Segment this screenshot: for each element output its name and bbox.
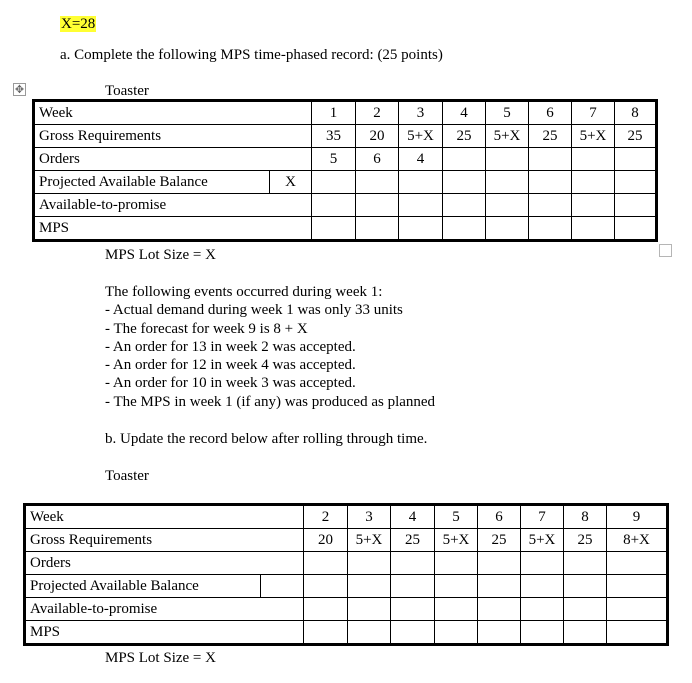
row-label-week: Week [25,505,304,529]
week-cell: 2 [304,505,348,529]
week-cell: 6 [529,101,572,125]
part-a-lot-size: MPS Lot Size = X [105,247,216,263]
orders-cell[interactable] [486,148,529,171]
mps-cell[interactable] [478,621,521,645]
week-cell: 7 [572,101,615,125]
atp-cell[interactable] [529,194,572,217]
table-resize-handle-icon[interactable] [659,244,672,257]
part-a-item-name: Toaster [105,83,149,99]
pab-cell[interactable] [478,575,521,598]
initial-pab-cell: X [270,171,312,194]
mps-cell[interactable] [312,217,356,241]
table-b-mps-row [25,621,668,645]
gross-cell: 25 [615,125,657,148]
atp-cell[interactable] [615,194,657,217]
week-cell: 4 [391,505,435,529]
pab-cell[interactable] [607,575,668,598]
gross-cell: 5+X [348,529,391,552]
table-b-gross-row [25,529,668,552]
mps-cell[interactable] [391,621,435,645]
week-cell: 6 [478,505,521,529]
week-cell: 5 [486,101,529,125]
atp-cell[interactable] [443,194,486,217]
mps-cell[interactable] [521,621,564,645]
row-label-week: Week [34,101,312,125]
gross-cell: 20 [356,125,399,148]
event-item: - Actual demand during week 1 was only 33 units [105,302,403,319]
week-cell: 3 [348,505,391,529]
mps-cell[interactable] [348,621,391,645]
atp-cell[interactable] [399,194,443,217]
atp-cell[interactable] [478,598,521,621]
orders-cell[interactable] [391,552,435,575]
atp-cell[interactable] [312,194,356,217]
atp-cell[interactable] [521,598,564,621]
table-b-orders-row [25,552,668,575]
gross-cell: 25 [391,529,435,552]
events-intro: The following events occurred during week 1: [105,284,383,300]
mps-cell[interactable] [572,217,615,241]
orders-cell[interactable] [564,552,607,575]
week-cell: 4 [443,101,486,125]
gross-cell: 25 [478,529,521,552]
orders-cell[interactable] [572,148,615,171]
gross-cell: 5+X [486,125,529,148]
part-b-instruction: b. Update the record below after rolling through time. [105,431,428,447]
events-list [105,283,435,411]
orders-cell[interactable] [529,148,572,171]
row-label-gross-requirements: Gross Requirements [34,125,312,148]
orders-cell[interactable] [615,148,657,171]
atp-cell[interactable] [607,598,668,621]
mps-cell[interactable] [615,217,657,241]
pab-cell[interactable] [521,575,564,598]
pab-cell[interactable] [572,171,615,194]
row-label-orders: Orders [34,148,312,171]
atp-cell[interactable] [391,598,435,621]
row-label-projected-available-balance: Projected Available Balance [34,171,270,194]
gross-cell: 5+X [521,529,564,552]
week-cell: 1 [312,101,356,125]
pab-cell[interactable] [486,171,529,194]
pab-cell[interactable] [399,171,443,194]
row-label-gross-requirements: Gross Requirements [25,529,304,552]
table-b-atp-row [25,598,668,621]
atp-cell[interactable] [304,598,348,621]
pab-cell[interactable] [348,575,391,598]
gross-cell: 25 [443,125,486,148]
table-a-orders-row [34,148,657,171]
event-item: - An order for 12 in week 4 was accepted. [105,357,356,374]
mps-cell[interactable] [435,621,478,645]
part-a-instruction: a. Complete the following MPS time-phased record: (25 points) [60,47,443,63]
orders-cell[interactable]: 4 [399,148,443,171]
orders-cell[interactable] [304,552,348,575]
mps-table-b [23,503,669,646]
gross-cell: 5+X [572,125,615,148]
table-a-atp-row [34,194,657,217]
atp-cell[interactable] [564,598,607,621]
pab-cell[interactable] [564,575,607,598]
row-label-mps: MPS [25,621,304,645]
orders-cell[interactable] [443,148,486,171]
row-label-available-to-promise: Available-to-promise [25,598,304,621]
week-cell: 3 [399,101,443,125]
week-cell: 5 [435,505,478,529]
atp-cell[interactable] [572,194,615,217]
mps-cell[interactable] [356,217,399,241]
pab-cell[interactable] [391,575,435,598]
pab-cell[interactable] [312,171,356,194]
pab-cell[interactable] [304,575,348,598]
row-label-mps: MPS [34,217,312,241]
orders-cell[interactable] [521,552,564,575]
table-a-mps-row [34,217,657,241]
orders-cell[interactable] [348,552,391,575]
gross-cell: 25 [564,529,607,552]
event-item: - The forecast for week 9 is 8 + X [105,320,308,337]
atp-cell[interactable] [356,194,399,217]
mps-cell[interactable] [607,621,668,645]
x-value-label: X=28 [61,16,96,32]
table-move-handle-icon[interactable]: ✥ [14,83,25,96]
pab-cell[interactable] [435,575,478,598]
event-item: - An order for 10 in week 3 was accepted. [105,375,356,392]
table-b-pab-row [25,575,668,598]
orders-cell[interactable] [478,552,521,575]
week-cell: 7 [521,505,564,529]
atp-cell[interactable] [486,194,529,217]
mps-table-a [32,99,658,242]
orders-cell[interactable]: 5 [312,148,356,171]
gross-cell: 5+X [399,125,443,148]
gross-cell: 5+X [435,529,478,552]
mps-cell[interactable] [529,217,572,241]
mps-cell[interactable] [564,621,607,645]
table-a-week-row [34,101,657,125]
orders-cell[interactable] [435,552,478,575]
pab-cell[interactable] [356,171,399,194]
orders-cell[interactable] [607,552,668,575]
gross-cell: 8+X [607,529,668,552]
mps-cell[interactable] [399,217,443,241]
gross-cell: 20 [304,529,348,552]
pab-cell[interactable] [443,171,486,194]
row-label-orders: Orders [25,552,304,575]
mps-cell[interactable] [304,621,348,645]
table-a-pab-row [34,171,657,194]
gross-cell: 25 [529,125,572,148]
event-item: - The MPS in week 1 (if any) was produced as planned [105,393,436,410]
row-label-available-to-promise: Available-to-promise [34,194,312,217]
part-b-item-name: Toaster [105,468,149,484]
atp-cell[interactable] [435,598,478,621]
part-b-lot-size: MPS Lot Size = X [105,650,216,666]
initial-pab-cell[interactable] [261,575,304,598]
orders-cell[interactable]: 6 [356,148,399,171]
week-cell: 8 [615,101,657,125]
mps-cell[interactable] [486,217,529,241]
pab-cell[interactable] [615,171,657,194]
pab-cell[interactable] [529,171,572,194]
row-label-projected-available-balance: Projected Available Balance [25,575,261,598]
week-cell: 2 [356,101,399,125]
gross-cell: 35 [312,125,356,148]
week-cell: 8 [564,505,607,529]
week-cell: 9 [607,505,668,529]
mps-cell[interactable] [443,217,486,241]
table-a-gross-row [34,125,657,148]
atp-cell[interactable] [348,598,391,621]
event-item: - An order for 13 in week 2 was accepted. [105,338,356,355]
table-b-week-row [25,505,668,529]
